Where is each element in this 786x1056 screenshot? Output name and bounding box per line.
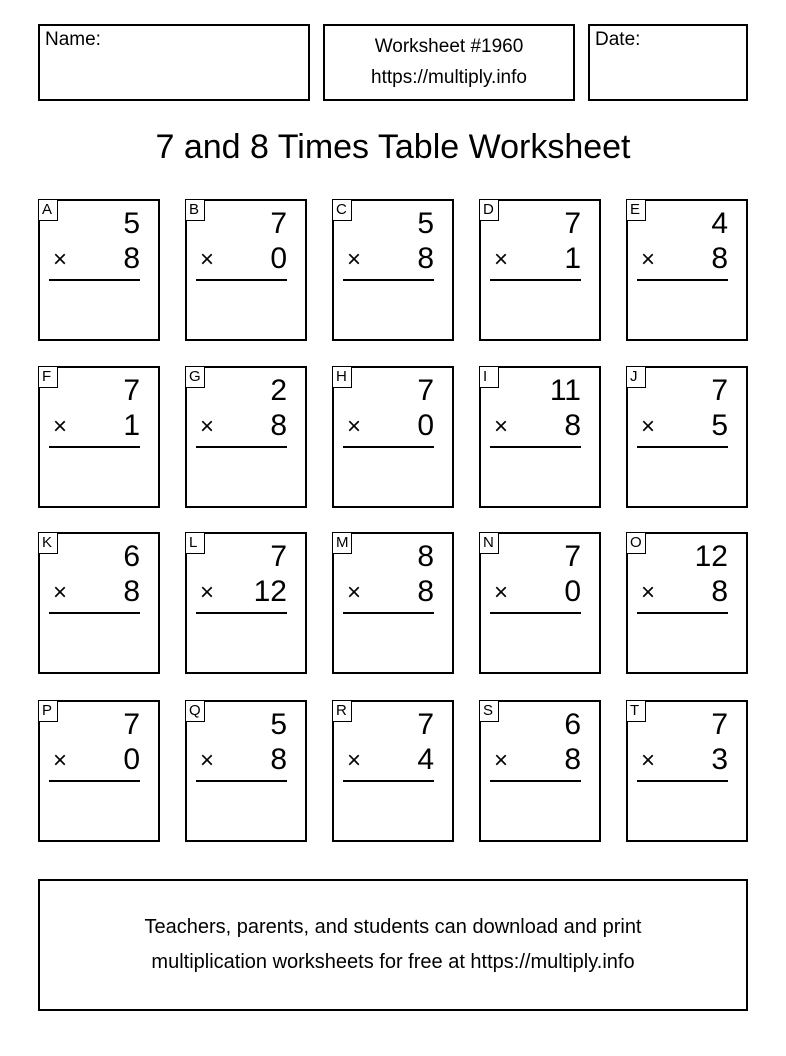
problem-card [479, 700, 601, 842]
answer-line [49, 780, 140, 782]
multiplier: 8 [564, 743, 581, 776]
answer-line [196, 780, 287, 782]
multiplier: 0 [417, 409, 434, 442]
answer-line [343, 780, 434, 782]
multiplicand: 8 [417, 540, 434, 573]
problem-card [626, 366, 748, 508]
problem-card [626, 199, 748, 341]
problem-letter: A [38, 199, 58, 221]
answer-line [49, 279, 140, 281]
problem-letter: F [38, 366, 58, 388]
problem-letter: C [332, 199, 352, 221]
multiplicand: 7 [711, 708, 728, 741]
problem-card [332, 199, 454, 341]
problem-card [185, 199, 307, 341]
multiplier: 8 [417, 242, 434, 275]
answer-line [637, 446, 728, 448]
times-sign: × [347, 413, 362, 440]
multiplicand: 2 [270, 374, 287, 407]
problem-letter: E [626, 199, 646, 221]
problem-card [626, 700, 748, 842]
times-sign: × [53, 579, 68, 606]
problem-letter: T [626, 700, 646, 722]
multiplicand: 7 [123, 374, 140, 407]
problem-letter: R [332, 700, 352, 722]
multiplicand: 7 [417, 708, 434, 741]
multiplier: 8 [711, 242, 728, 275]
multiplier: 0 [564, 575, 581, 608]
problem-card [332, 700, 454, 842]
answer-line [343, 446, 434, 448]
multiplicand: 4 [711, 207, 728, 240]
problem-card [332, 532, 454, 674]
times-sign: × [494, 747, 509, 774]
times-sign: × [200, 747, 215, 774]
multiplicand: 11 [549, 374, 581, 407]
times-sign: × [200, 579, 215, 606]
answer-line [637, 612, 728, 614]
times-sign: × [641, 413, 656, 440]
multiplier: 8 [270, 409, 287, 442]
times-sign: × [641, 747, 656, 774]
multiplicand: 7 [417, 374, 434, 407]
multiplier: 8 [270, 743, 287, 776]
problem-card [185, 366, 307, 508]
times-sign: × [53, 246, 68, 273]
problem-letter: L [185, 532, 205, 554]
page-title: 7 and 8 Times Table Worksheet [155, 128, 631, 166]
times-sign: × [641, 246, 656, 273]
problem-card [332, 366, 454, 508]
answer-line [49, 446, 140, 448]
multiplier: 8 [564, 409, 581, 442]
problem-letter: H [332, 366, 352, 388]
answer-line [343, 612, 434, 614]
problem-card [479, 199, 601, 341]
multiplicand: 7 [564, 207, 581, 240]
times-sign: × [347, 246, 362, 273]
answer-line [490, 780, 581, 782]
multiplicand: 7 [123, 708, 140, 741]
footer-note [38, 879, 748, 1011]
problem-card [38, 366, 160, 508]
name-label: Name: [45, 29, 101, 50]
times-sign: × [494, 246, 509, 273]
answer-line [196, 446, 287, 448]
answer-line [196, 612, 287, 614]
times-sign: × [53, 747, 68, 774]
times-sign: × [200, 413, 215, 440]
problem-card [38, 700, 160, 842]
problem-letter: M [332, 532, 352, 554]
problem-letter: N [479, 532, 499, 554]
multiplier: 1 [123, 409, 140, 442]
multiplicand: 12 [694, 540, 728, 573]
multiplicand: 5 [417, 207, 434, 240]
answer-line [490, 279, 581, 281]
multiplier: 1 [564, 242, 581, 275]
multiplier: 12 [253, 575, 287, 608]
footer-line-2: multiplication worksheets for free at https://multiply.info [151, 951, 635, 973]
multiplier: 5 [711, 409, 728, 442]
problem-letter: I [479, 366, 499, 388]
answer-line [637, 279, 728, 281]
worksheet-number: Worksheet #1960 [374, 36, 524, 57]
worksheet-url: https://multiply.info [371, 67, 527, 88]
times-sign: × [53, 413, 68, 440]
problem-letter: K [38, 532, 58, 554]
answer-line [196, 279, 287, 281]
problem-card [185, 532, 307, 674]
multiplier: 0 [123, 743, 140, 776]
multiplicand: 7 [564, 540, 581, 573]
problem-card [479, 366, 601, 508]
multiplier: 4 [417, 743, 434, 776]
times-sign: × [347, 579, 362, 606]
answer-line [490, 446, 581, 448]
answer-line [490, 612, 581, 614]
problem-letter: O [626, 532, 646, 554]
problem-letter: D [479, 199, 499, 221]
multiplicand: 5 [123, 207, 140, 240]
problem-letter: G [185, 366, 205, 388]
multiplicand: 7 [270, 207, 287, 240]
problem-letter: S [479, 700, 499, 722]
problem-letter: B [185, 199, 205, 221]
problem-letter: Q [185, 700, 205, 722]
problem-card [38, 532, 160, 674]
multiplier: 8 [123, 575, 140, 608]
multiplicand: 7 [711, 374, 728, 407]
times-sign: × [347, 747, 362, 774]
multiplier: 0 [270, 242, 287, 275]
multiplicand: 6 [564, 708, 581, 741]
problem-card [626, 532, 748, 674]
footer-line-1: Teachers, parents, and students can download and print [144, 916, 642, 938]
problem-card [38, 199, 160, 341]
problem-letter: J [626, 366, 646, 388]
answer-line [343, 279, 434, 281]
multiplier: 8 [417, 575, 434, 608]
times-sign: × [641, 579, 656, 606]
multiplier: 3 [711, 743, 728, 776]
times-sign: × [494, 579, 509, 606]
times-sign: × [200, 246, 215, 273]
problem-card [185, 700, 307, 842]
answer-line [49, 612, 140, 614]
times-sign: × [494, 413, 509, 440]
problem-letter: P [38, 700, 58, 722]
multiplier: 8 [123, 242, 140, 275]
multiplicand: 5 [270, 708, 287, 741]
multiplicand: 6 [123, 540, 140, 573]
problem-card [479, 532, 601, 674]
answer-line [637, 780, 728, 782]
multiplicand: 7 [270, 540, 287, 573]
date-label: Date: [595, 29, 641, 50]
multiplier: 8 [711, 575, 728, 608]
